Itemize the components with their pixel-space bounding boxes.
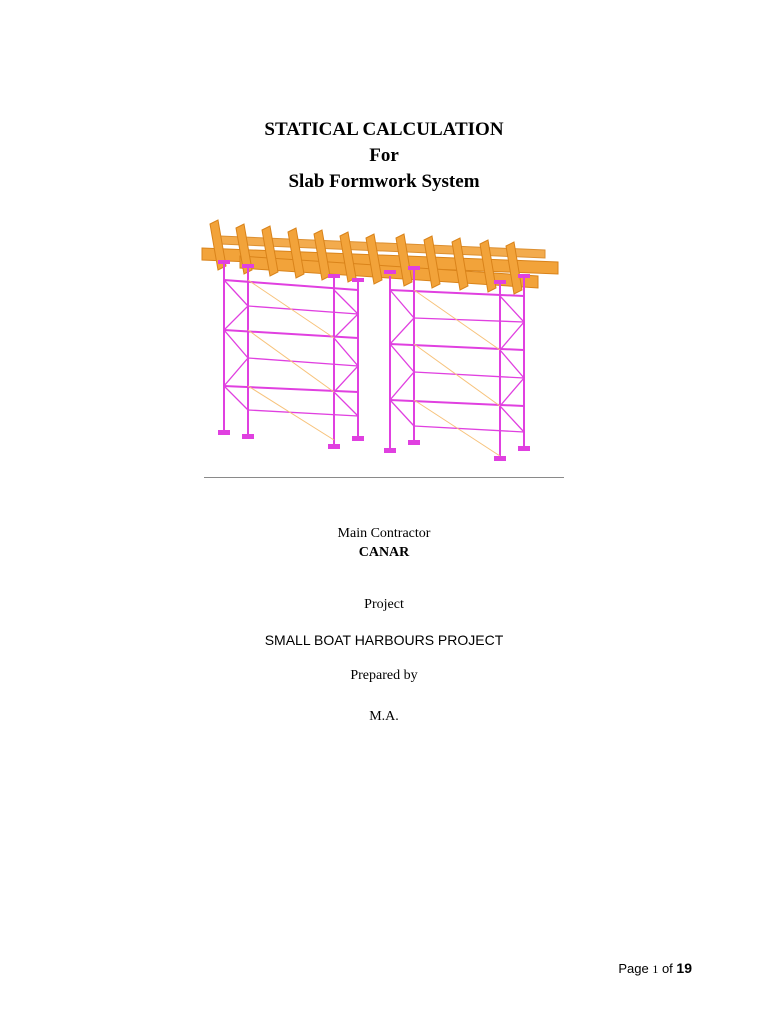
prepared-by-label: Prepared by [350,668,418,683]
page-prefix: Page [618,961,649,976]
project-label: Project [364,597,404,612]
title-subject: Slab Formwork System [288,171,480,192]
project-name: SMALL BOAT HARBOURS PROJECT [264,632,504,648]
page-footer [618,960,692,977]
contractor-label: Main Contractor [337,526,431,541]
title-for: For [369,145,399,166]
frame-bracing [224,280,524,432]
scaffold-formwork-drawing [200,210,566,472]
page-total: 19 [676,960,692,976]
horizontal-divider [204,477,564,478]
title-block [0,117,768,195]
page-current: 1 [652,962,659,976]
base-plates [218,260,530,461]
formwork-illustration [200,210,566,472]
contractor-name: CANAR [358,545,410,560]
preparer-name: M.A. [369,709,399,724]
page-of: of [661,961,673,976]
diagonal-braces [248,280,500,456]
title-main: STATICAL CALCULATION [264,119,504,140]
